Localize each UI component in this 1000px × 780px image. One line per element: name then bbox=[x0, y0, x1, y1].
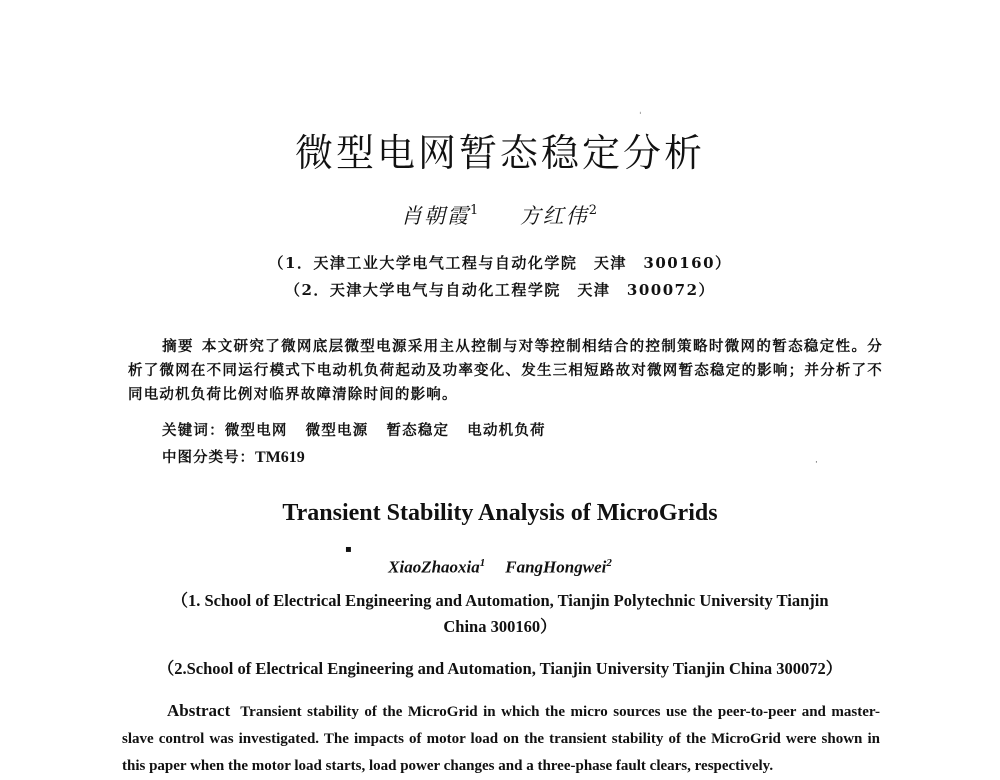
affiliation-en-2: （2.School of Electrical Engineering and Automation, Tianjin University Tianjin China 300072） bbox=[157, 659, 843, 678]
author-en-1-sup: 1 bbox=[479, 557, 486, 569]
author-cn-2-sup: 2 bbox=[588, 203, 599, 218]
affiliation-en-1-line2: China 300160） bbox=[443, 617, 557, 636]
keywords-cn-label: 关键词： bbox=[162, 422, 225, 439]
abstract-cn-label: 摘要 bbox=[162, 338, 194, 355]
author-en-1: XiaoZhaoxia bbox=[388, 557, 480, 577]
scan-speck: · bbox=[815, 458, 818, 468]
abstract-cn-text: 本文研究了微网底层微型电源采用主从控制与对等控制相结合的控制策略时微网的暂态稳定性。分析了微网在不同运行模式下电动机负荷起动及功率变化、发生三相短路故对微网暂态稳定的影响；并分析了不同电动机负荷比例对临界故障清除时间的影响。 bbox=[128, 338, 883, 403]
keywords-cn bbox=[162, 419, 564, 440]
abstract-en-label: Abstract bbox=[167, 701, 231, 720]
authors-en bbox=[0, 557, 1000, 578]
abstract-cn bbox=[128, 335, 883, 407]
clc-code: TM619 bbox=[255, 449, 305, 466]
authors-cn bbox=[0, 200, 1000, 230]
keyword-cn-term: 暂态稳定 bbox=[386, 422, 450, 439]
keyword-cn-term: 电动机负荷 bbox=[467, 422, 546, 439]
clc-number bbox=[162, 446, 305, 467]
affiliation-en-1-line1: （1. School of Electrical Engineering and Automation, Tianjin Polytechnic University Tianjin bbox=[171, 591, 829, 610]
paper-title-cn: 微型电网暂态稳定分析 bbox=[294, 131, 705, 175]
scan-speck: ▪ bbox=[345, 544, 352, 555]
author-cn-1-sup: 1 bbox=[470, 203, 481, 218]
author-cn-1: 肖朝霞 bbox=[401, 204, 471, 228]
author-en-2: FangHongwei bbox=[505, 557, 607, 577]
paper-title-en: Transient Stability Analysis of MicroGrids bbox=[282, 500, 718, 526]
affiliation-cn-2: （2．天津大学电气与自动化工程学院 天津 300072） bbox=[284, 281, 716, 299]
clc-label: 中图分类号： bbox=[162, 449, 255, 466]
abstract-en-text: Transient stability of the MicroGrid in which the micro sources use the peer-to-peer and master-slave control was investigated. The impacts of motor load on the transient stability of the MicroGrid were shown in this paper when the motor load starts, load power changes and a three-phase fault clears, respectively. bbox=[122, 704, 880, 774]
author-en-2-sup: 2 bbox=[606, 557, 612, 569]
keyword-cn-term: 微型电源 bbox=[305, 422, 369, 439]
affiliation-cn-1: （1．天津工业大学电气工程与自动化学院 天津 300160） bbox=[268, 254, 732, 272]
abstract-en bbox=[122, 697, 880, 780]
author-cn-2: 方红伟 bbox=[519, 204, 589, 228]
scan-speck: ˈ bbox=[639, 112, 642, 122]
keyword-cn-term: 微型电网 bbox=[224, 422, 288, 439]
